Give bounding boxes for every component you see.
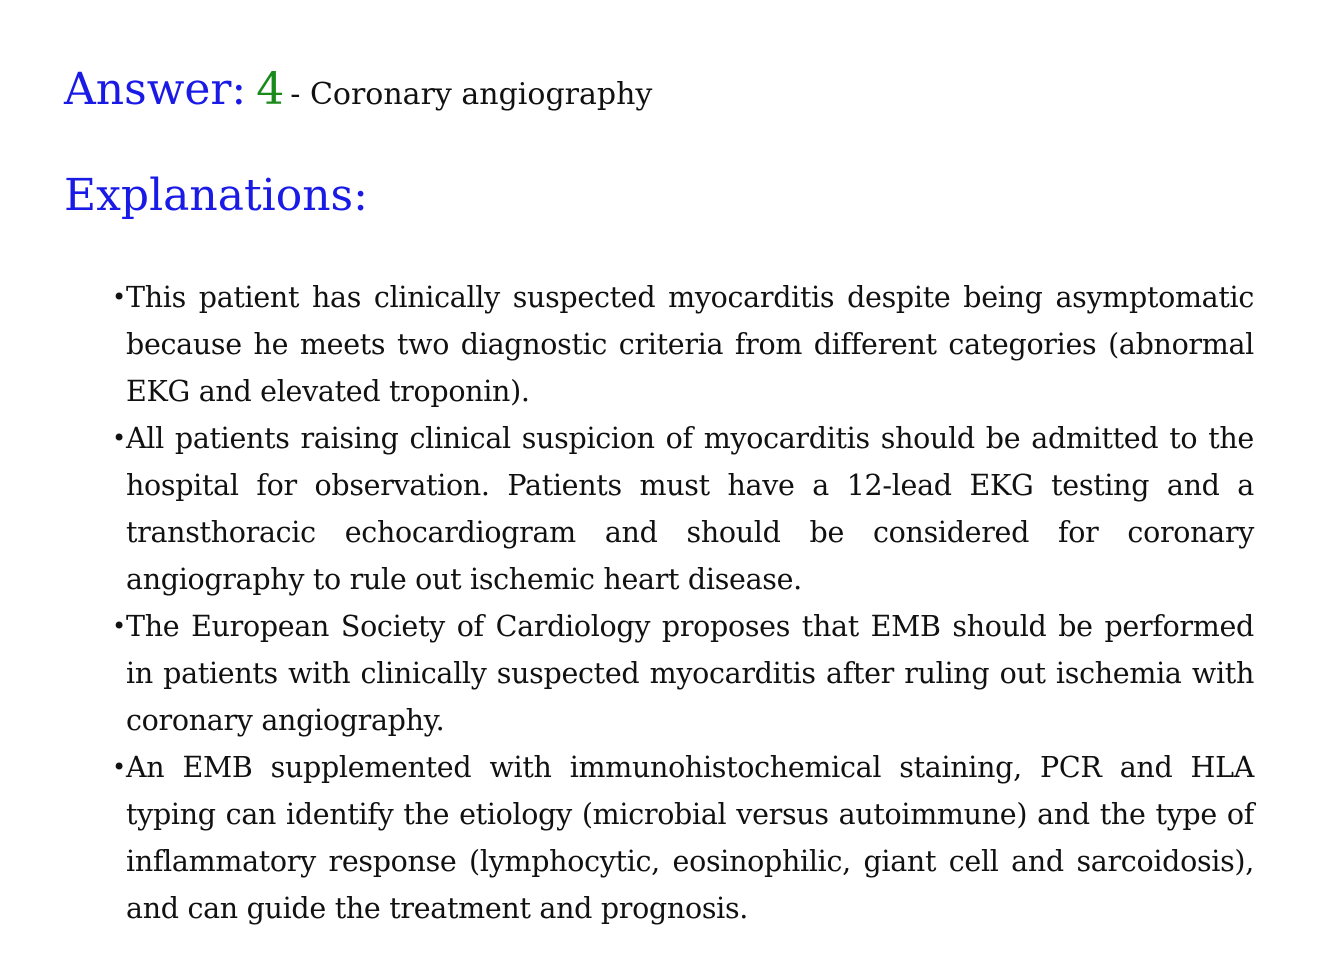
answer-label: Answer: bbox=[64, 64, 247, 115]
list-item-text: This patient has clinically suspected myocarditis despite being asymptomatic because he meets two diagnostic criteria from different categories (abnormal EKG and elevated troponin). bbox=[126, 281, 1254, 408]
answer-text: - Coronary angiography bbox=[290, 77, 653, 112]
list-item bbox=[112, 415, 1254, 603]
answer-number: 4 bbox=[256, 64, 285, 115]
list-item-text: The European Society of Cardiology proposes that EMB should be performed in patients with clinically suspected myocarditis after ruling out ischemia with coronary angiography. bbox=[126, 610, 1254, 737]
bullet-icon: • bbox=[112, 612, 126, 640]
list-item-text: All patients raising clinical suspicion of myocarditis should be admitted to the hospital for observation. Patients must have a 12-lead EKG testing and a transthoracic echocardiogram and should be considered for coronary angiography to rule out ischemic heart disease. bbox=[126, 422, 1254, 596]
bullet-icon: • bbox=[112, 283, 126, 311]
explanations-heading: Explanations: bbox=[64, 170, 368, 221]
list-item bbox=[112, 603, 1254, 744]
explanations-list bbox=[112, 274, 1254, 932]
answer-line bbox=[64, 64, 652, 115]
list-item bbox=[112, 274, 1254, 415]
list-item bbox=[112, 744, 1254, 932]
list-item-text: An EMB supplemented with immunohistochemical staining, PCR and HLA typing can identify the etiology (microbial versus autoimmune) and the type of inflammatory response (lymphocytic, eosinophilic, giant cell and sarcoidosis), and can guide the treatment and prognosis. bbox=[126, 751, 1254, 925]
bullet-icon: • bbox=[112, 753, 126, 781]
bullet-icon: • bbox=[112, 424, 126, 452]
